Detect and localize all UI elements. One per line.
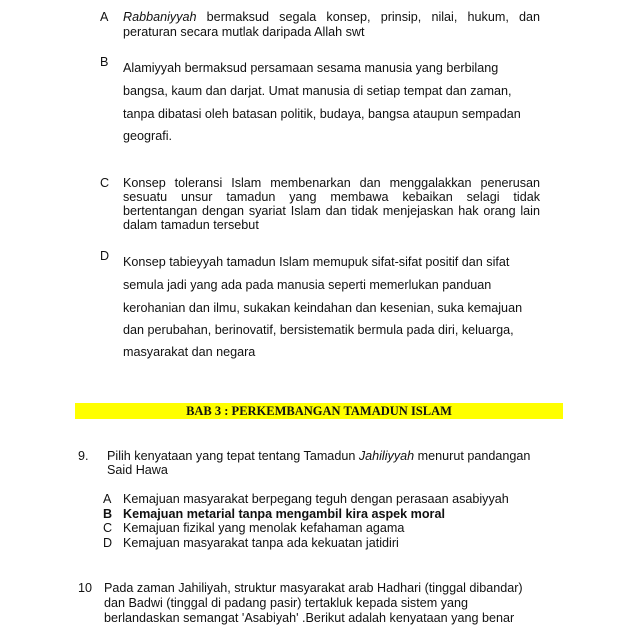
chapter-heading: BAB 3 : PERKEMBANGAN TAMADUN ISLAM [75,403,563,419]
option-label: A [103,492,112,506]
option-b-line: bangsa, kaum dan darjat. Umat manusia di setiap tempat dan zaman, [123,84,512,98]
option-d-line: masyarakat dan negara [123,345,256,359]
option-d-line: dan perubahan, berinovatif, bersistematik bermula pada diri, keluarga, [123,323,514,337]
question-10-line: dan Badwi (tinggal di padang pasir) tertakluk kepada sistem yang [104,596,469,610]
option-b-line: geografi. [123,129,173,143]
option-d-line: Konsep tabieyyah tamadun Islam memupuk sifat-sifat positif dan sifat [123,255,510,269]
option-d-line: kerohanian dan ilmu, sukakan keindahan dan kesenian, suka kemajuan [123,301,523,315]
question-text: menurut pandangan [414,449,531,463]
term-italic: Rabbaniyyah [123,10,197,24]
option-label: D [100,249,110,263]
option-c-line: Konsep toleransi Islam membenarkan dan menggalakkan penerusan [123,176,540,190]
option-label: D [103,536,113,550]
q9-option-b-answer: Kemajuan metarial tanpa mengambil kira aspek moral [123,507,445,521]
option-c-line: sesuatu unsur tamadun yang membawa kebaikan selagi tidak [123,190,540,204]
option-label: B [100,55,109,69]
question-text: Pilih kenyataan yang tepat tentang Tamadun [107,449,359,463]
q9-option-c: Kemajuan fizikal yang menolak kefahaman agama [123,521,405,535]
question-9-line: Said Hawa [107,463,168,477]
option-b-line: Alamiyyah bermaksud persamaan sesama manusia yang berbilang [123,61,499,75]
question-10-line: berlandaskan semangat 'Asabiyah' .Berikut adalah kenyataan yang benar [104,611,515,625]
option-label: C [103,521,113,535]
option-text: bermaksud segala konsep, prinsip, nilai, hukum, dan [196,10,540,24]
question-10-line: Pada zaman Jahiliyah, struktur masyarakat arab Hadhari (tinggal dibandar) [104,581,523,595]
option-a-line: peraturan secara mutlak daripada Allah swt [123,25,365,39]
option-label: A [100,10,109,24]
term-italic: Jahiliyyah [358,449,415,463]
option-c-line: bertentangan dengan syariat Islam dan tidak menjejaskan hak orang lain [123,204,540,218]
q9-option-d: Kemajuan masyarakat tanpa ada kekuatan jatidiri [123,536,399,550]
option-d-line: semula jadi yang ada pada manusia seperti memerlukan panduan [123,278,492,292]
question-number: 9. [78,449,89,463]
option-b-line: tanpa dibatasi oleh batasan politik, budaya, bangsa ataupun sempadan [123,107,521,121]
q9-option-a: Kemajuan masyarakat berpegang teguh dengan perasaan asabiyyah [123,492,509,506]
option-label: C [100,176,110,190]
question-9-line [107,449,530,463]
option-label: B [103,507,113,521]
option-a-line [123,10,540,24]
option-c-line: dalam tamadun tersebut [123,218,259,232]
question-number: 10 [78,581,93,595]
